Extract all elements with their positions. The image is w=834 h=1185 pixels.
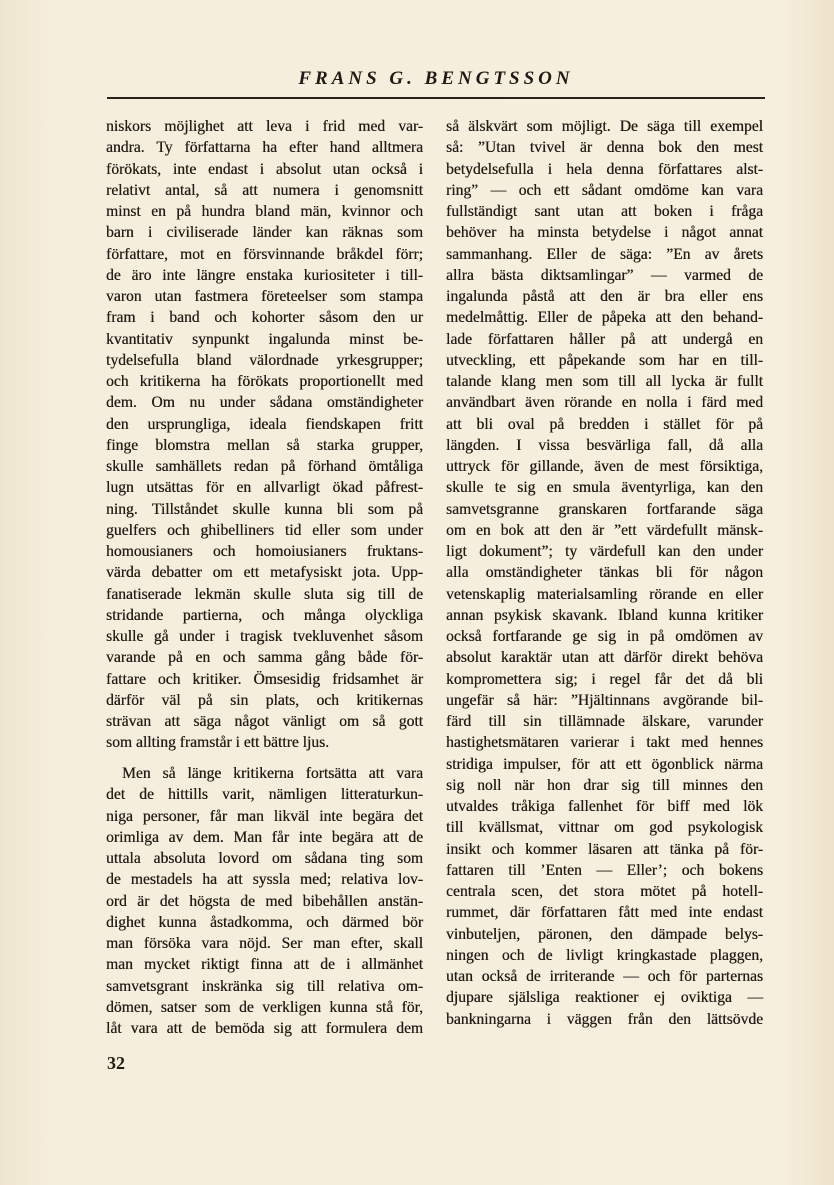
- text-line: stridande partierna, och många olyckliga: [106, 606, 423, 624]
- text-line: att bli oval på bredden i stället för på: [446, 415, 763, 433]
- text-line: varon utan fastmera företeelser som stampa: [106, 288, 423, 305]
- text-line: och kritikerna ha förökats proportionellt med: [106, 373, 423, 390]
- text-line: strävan att säga något vänligt om så gott: [106, 713, 423, 730]
- text-line: författare, mot en försvinnande bråkdel förr;: [106, 245, 423, 263]
- text-line: skulle samhällets redan på förhand ömtåliga: [106, 458, 423, 475]
- running-header: FRANS G. BENGTSSON: [298, 68, 574, 89]
- text-line: medelmåttig. Eller de påpeka att den behand-: [446, 309, 763, 327]
- text-line: de äro inte längre enstaka kuriositeter i till-: [106, 266, 423, 284]
- text-line: talande klang men som till all lycka är fullt: [446, 373, 763, 390]
- text-line: varande på en och samma gång både för-: [106, 649, 423, 667]
- text-line: guelfers och ghibelliners tid eller som under: [106, 521, 423, 539]
- text-line: därför väl på sin plats, och kritikernas: [106, 691, 423, 709]
- text-line: man mycket riktigt finna att de i allmänhet: [106, 956, 423, 974]
- text-line: uttryck för gillande, även de mest försiktiga,: [446, 458, 763, 475]
- right-column: [446, 116, 763, 1030]
- paragraph-gap: [106, 754, 423, 764]
- text-line: det de hittills varit, nämligen litteraturkun-: [106, 786, 423, 804]
- text-line: värda debatter om ett metafysiskt jota. Upp-: [106, 564, 423, 582]
- text-line: man försöka vara nöjd. Ser man efter, skall: [106, 935, 423, 952]
- text-line: sig noll när hon drar sig till minnes den: [446, 776, 763, 794]
- text-line: kvantitativ synpunkt ingalunda minst be-: [106, 330, 423, 348]
- paragraph: [446, 116, 763, 1030]
- text-line: minst en på hundra bland män, kvinnor och: [106, 203, 423, 220]
- text-line: centrala scen, det stora mötet på hotell-: [446, 883, 763, 900]
- text-line: dighet kunna åstadkomma, och därmed bör: [106, 913, 423, 931]
- text-line: Men så länge kritikerna fortsätta att vara: [122, 765, 423, 782]
- text-line: allra bästa diktsamlingar” — varmed de: [446, 266, 763, 284]
- text-line: utan också de irriterande — och för parternas: [446, 968, 763, 985]
- text-line: andra. Ty författarna ha efter hand alltmera: [106, 139, 423, 157]
- text-line: sammanhang. Eller de säga: ”En av årets: [446, 245, 763, 263]
- text-line: stridiga impulser, för att ett ögonblick närma: [446, 755, 763, 773]
- text-line: ningen och de livligt kringkastade plaggen,: [446, 946, 763, 964]
- text-line: också fortfarande ge sig in på omdömen av: [446, 628, 763, 645]
- text-line: insikt och kommer läsaren att tänka på för-: [446, 840, 763, 858]
- text-line: de mestadels ha att syssla med; relativa lov-: [106, 871, 423, 889]
- text-line: användbart även rörande en nolla i färd med: [446, 394, 763, 412]
- text-line: dömen, satser som de verkligen kunna stå för,: [106, 998, 423, 1016]
- text-line: djupare själsliga reaktioner ej oviktiga —: [446, 989, 763, 1007]
- text-line: till kvällsmat, vittnar om god psykologisk: [446, 819, 763, 837]
- text-line: ord är det högsta de med bibehållen anstän-: [106, 892, 423, 910]
- text-line: orimliga av dem. Man får inte begära att de: [106, 828, 423, 846]
- text-line: ligt dokument”; ty värdefull kan den under: [446, 543, 763, 560]
- header-rule: [107, 97, 765, 99]
- text-line: den ursprungliga, ideala fiendskapen fritt: [106, 415, 423, 433]
- text-line: låt vara att de bemöda sig att formulera dem: [106, 1020, 423, 1037]
- text-line: så: ”Utan tvivel är denna bok den mest: [446, 139, 763, 157]
- text-line: samvetsgranne granskaren fortfarande säga: [446, 500, 763, 518]
- text-line: dem. Om nu under sådana omständigheter: [106, 394, 423, 412]
- text-line: hastighetsmätaren varierar i takt med hennes: [446, 734, 763, 752]
- text-line: fattare och kritiker. Ömsesidig fridsamhet är: [106, 670, 423, 688]
- paragraph: [106, 116, 423, 754]
- text-line: vinbuteljen, päronen, den dämpade belys-: [446, 925, 763, 943]
- text-line: skulle te sig en smula äventyrliga, kan den: [446, 479, 763, 497]
- text-line: uttala absoluta lovord om sådana ting som: [106, 850, 423, 867]
- text-line: ring” — och ett sådant omdöme kan vara: [446, 181, 763, 199]
- text-line: utvaldes tråkiga fallenhet för biff med lök: [446, 798, 763, 815]
- text-line: bankningarna i väggen från den lättsövde: [446, 1010, 763, 1028]
- left-column: [106, 116, 423, 1039]
- text-line: ning. Tillståndet skulle kunna bli som på: [106, 500, 423, 518]
- text-line: betydelsefulla i hela denna författares alst-: [446, 160, 763, 178]
- text-line: fullständigt sant utan att boken i fråga: [446, 203, 763, 220]
- text-line: relativt antal, så att numera i genomsnitt: [106, 181, 423, 199]
- text-line: alla omständigheter tänkas bli för någon: [446, 564, 763, 582]
- text-line: som allting framstår i ett bättre ljus.: [106, 734, 330, 752]
- text-line: behöver ha minsta betydelse i något annat: [446, 224, 763, 242]
- text-line: finge blomstra mellan så starka grupper,: [106, 436, 423, 454]
- paragraph: [106, 763, 423, 1039]
- text-line: homousianers och homoiusianers fruktans-: [106, 543, 423, 560]
- text-line: utveckling, ett påpekande som har en till-: [446, 351, 763, 369]
- text-line: ingalunda påstå att den är bra eller ens: [446, 288, 763, 305]
- text-line: färd till sin tillämnade älskare, varunder: [446, 713, 763, 730]
- text-line: samvetsgrant inskränka sig till relativa om-: [106, 977, 423, 995]
- text-line: fattaren till ’Enten — Eller’; och bokens: [446, 861, 763, 879]
- text-line: lade författaren håller på att undergå en: [446, 330, 763, 348]
- text-line: fram i band och kohorter såsom den ur: [106, 309, 423, 327]
- text-line: lugn utsättas för en allvarligt ökad påfrest-: [106, 479, 423, 497]
- text-line: fanatiserade lekmän skulle sluta sig till de: [106, 585, 423, 603]
- text-line: niskors möjlighet att leva i frid med var-: [106, 118, 423, 135]
- text-line: niga personer, får man likväl inte begära det: [106, 807, 423, 825]
- text-line: annan psykisk skavank. Ibland kunna kritiker: [446, 606, 763, 624]
- text-line: rummet, där författaren fått med inte endast: [446, 904, 763, 922]
- text-line: längden. I vissa besvärliga fall, då alla: [446, 436, 763, 454]
- text-line: vetenskaplig materialsamling rörande en eller: [446, 585, 763, 603]
- text-line: om en bok att den är ”ett värdefullt mänsk-: [446, 521, 763, 539]
- text-line: tydelsefulla bland välordnade yrkesgrupper;: [106, 351, 423, 369]
- text-line: barn i civiliserade länder kan räknas som: [106, 224, 423, 242]
- text-line: förökats, inte endast i absolut utan också i: [106, 160, 423, 178]
- text-line: så älskvärt som möjligt. De säga till exempel: [446, 118, 763, 135]
- text-line: kompromettera sig; i regel får det då bli: [446, 670, 763, 688]
- text-line: skulle gå under i tragisk tvekluvenhet såsom: [106, 628, 423, 645]
- text-line: ungefär så här: ”Hjältinnans avgörande bil-: [446, 691, 763, 709]
- page-number: 32: [107, 1053, 125, 1073]
- text-line: absolut karaktär utan att därför direkt behöva: [446, 649, 763, 667]
